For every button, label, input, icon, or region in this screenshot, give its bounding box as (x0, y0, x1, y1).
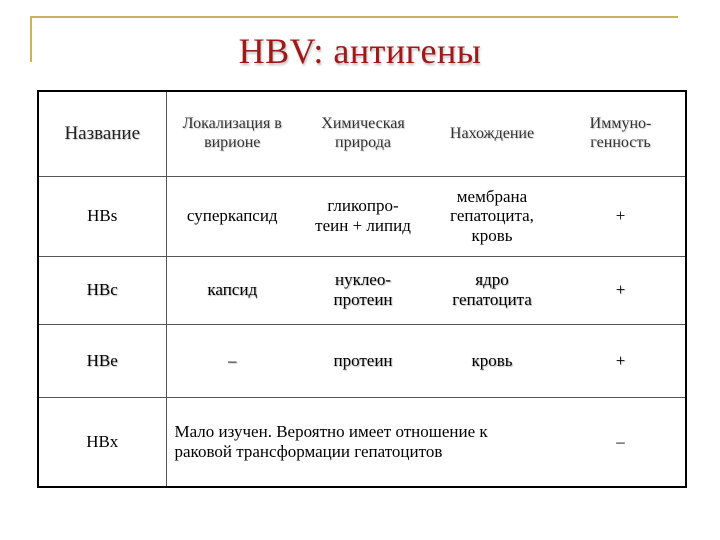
row-name: HBx (38, 397, 166, 487)
frame-top-line (30, 16, 678, 18)
row-location: мембрана гепатоцита, кровь (428, 176, 556, 256)
row-name: HBs (38, 176, 166, 256)
row-immuno: + (556, 324, 686, 397)
row-immuno: + (556, 256, 686, 324)
table-row (38, 176, 686, 256)
header-localization: Локализация в вирионе (166, 91, 298, 176)
table-header-row (38, 91, 686, 176)
row-chemical: протеин (298, 324, 428, 397)
row-immuno: + (556, 176, 686, 256)
page-title: HBV: антигены (238, 31, 482, 71)
header-name: Название (38, 91, 166, 176)
row-chemical: нуклео- протеин (298, 256, 428, 324)
row-name: HBe (38, 324, 166, 397)
row-chemical: гликопро- теин + липид (298, 176, 428, 256)
table-row (38, 324, 686, 397)
row-localization: – (166, 324, 298, 397)
row-localization: капсид (166, 256, 298, 324)
row-name: HBc (38, 256, 166, 324)
row-location: ядро гепатоцита (428, 256, 556, 324)
row-location: кровь (428, 324, 556, 397)
header-chemical: Химическая природа (298, 91, 428, 176)
antigens-table (37, 90, 687, 488)
header-location: Нахождение (428, 91, 556, 176)
table-row (38, 397, 686, 487)
row-immuno: – (616, 431, 625, 451)
row-localization: суперкапсид (166, 176, 298, 256)
row-note: Мало изучен. Вероятно имеет отношение к раковой трансформации гепатоцитов (174, 422, 488, 461)
table-row (38, 256, 686, 324)
header-immuno: Иммуно- генность (556, 91, 686, 176)
